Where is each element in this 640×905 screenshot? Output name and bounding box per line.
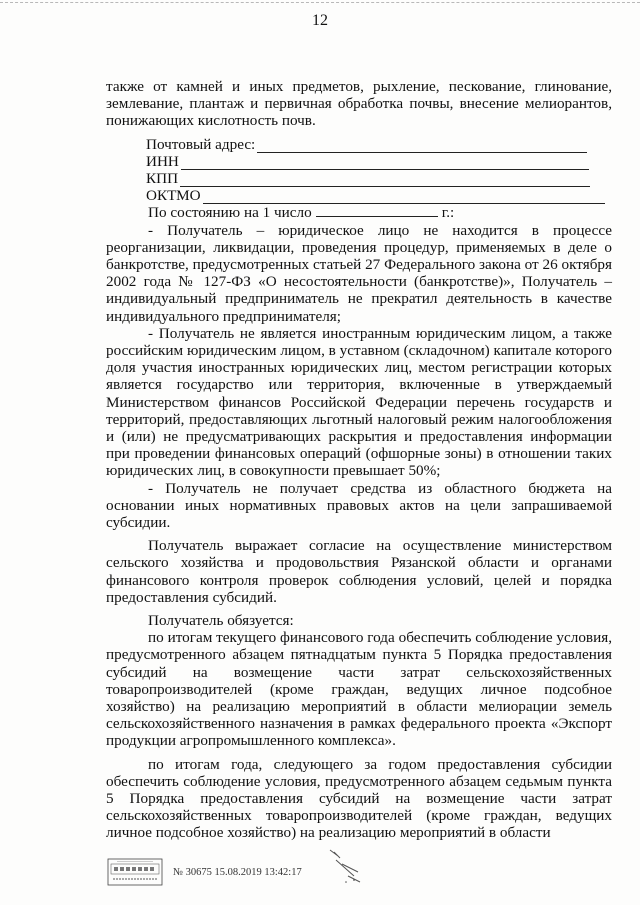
handwritten-mark [324,846,364,886]
government-stamp-icon [107,858,163,886]
document-registration-number: № 30675 15.08.2019 13:42:17 [173,866,302,878]
field-postal-address [106,136,612,153]
paragraph-soil-works: также от камней и иных предметов, рыхление, пескование, глинование, землевание, плантаж и первичная обработка почвы, внесение мелиорантов, понижающих кислотность почв. [106,78,612,130]
field-oktmo [106,187,612,204]
document-footer [107,858,302,886]
field-label: Почтовый адрес: [146,135,256,153]
paragraph-obligation-current-year: по итогам текущего финансового года обеспечить соблюдение условия, предусмотренного абзацем пятнадцатым пункта 5 Порядка предоставления субсидий на возмещение части затрат сельскохозяйственных товаропроизводителей (кроме граждан, ведущих личное подсобное хозяйство) на реализацию мероприятий в области мелиорации земель сельскохозяйственного назначения в рамках федерального проекта «Экспорт продукции агропромышленного комплекса». [106,629,612,750]
document-body [106,78,612,842]
paragraph-not-foreign-entity: - Получатель не является иностранным юридическим лицом, а также российским юридическим лицом, в уставном (складочном) капитале которого доля участия иностранных юридических лиц, местом регистрации которых является государство или территория, включенные в утверждаемый Министерством финансов Российской Федерации перечень государств и территорий, предоставляющих льготный налоговый режим налогообложения и (или) не предусматривающих раскрытия и предоставления информации при проведении финансовых операций (офшорные зоны) в отношении таких юридических лиц, в совокупности превышает 50%; [106,324,612,480]
scan-edge [0,2,640,3]
paragraph-no-other-funds: - Получатель не получает средства из областного бюджета на основании иных нормативных правовых актов на цели запрашиваемой субсидии. [106,479,612,532]
date-blank-line [316,204,438,217]
field-label: КПП [146,169,179,187]
paragraph-obligation-next-year: по итогам года, следующего за годом предоставления субсидии обеспечить соблюдение условия, предусмотренного абзацем седьмым пункта 5 Порядка предоставления субсидий на возмещение части затрат сельскохозяйственных товаропроизводителей (кроме граждан, ведущих личное подсобное хозяйство) на реализацию мероприятий в области [106,755,612,842]
blank-line [180,174,590,187]
date-suffix: г.: [441,204,455,222]
paragraph-as-of-date [106,204,612,221]
page-number: 12 [312,12,328,29]
paragraph-obligations-heading: Получатель обязуется: [148,612,294,630]
field-kpp [106,170,612,187]
paragraph-not-in-bankruptcy: - Получатель – юридическое лицо не находится в процессе реорганизации, ликвидации, проведения процедур, применяемых в деле о банкротстве, предусмотренных статьей 27 Федерального закона от 26 октября 2002 года № 127-ФЗ «О несостоятельности (банкротстве)», Получатель – индивидуальный предприниматель не прекратил деятельность в качестве индивидуального предпринимателя; [106,221,612,325]
date-prefix: По состоянию на 1 число [148,204,312,222]
blank-line [203,191,605,204]
field-inn [106,153,612,170]
field-label: ОКТМО [146,187,201,205]
blank-line [257,140,587,153]
paragraph-consent: Получатель выражает согласие на осуществление министерством сельского хозяйства и продовольствия Рязанской области и органами финансового контроля проверок соблюдения условий, целей и порядка предоставления субсидий. [106,537,612,606]
blank-line [181,157,589,170]
field-label: ИНН [146,152,179,170]
